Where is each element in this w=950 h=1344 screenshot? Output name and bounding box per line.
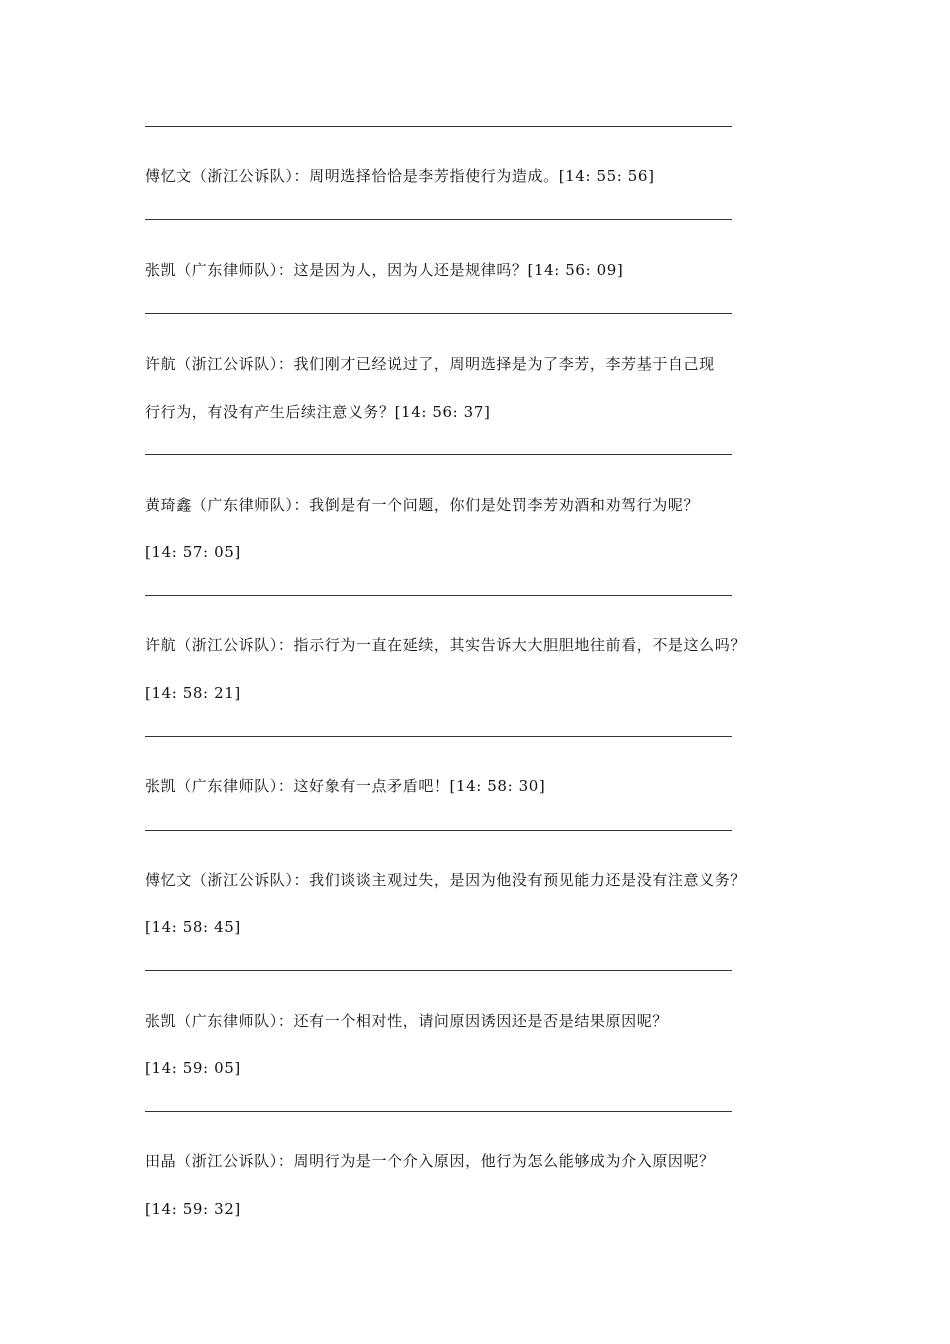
separator-line [145, 454, 732, 455]
speech-text: 我们谈谈主观过失，是因为他没有预见能力还是没有注意义务？ [309, 871, 746, 889]
speaker-label: 张凯（广东律师队）： [145, 261, 294, 279]
timestamp: [14: 58: 21] [145, 684, 241, 702]
speaker-label: 许航（浙江公诉队）： [145, 355, 294, 373]
speech-continuation: 行行为，有没有产生后续注意义务？[14: 56: 37] [145, 403, 491, 421]
transcript-entry-3 [145, 354, 715, 374]
transcript-entry-8 [145, 1011, 668, 1031]
speech-text: 我们刚才已经说过了，周明选择是为了李芳，李芳基于自己现 [293, 355, 715, 373]
timestamp: [14: 58: 45] [145, 918, 241, 936]
transcript-entry-6 [145, 776, 545, 796]
speech-text: 这是因为人，因为人还是规律吗？[14: 56: 09] [293, 261, 624, 279]
separator-line [145, 970, 732, 971]
separator-line [145, 736, 732, 737]
separator-line [145, 1111, 732, 1112]
speech-text: 还有一个相对性，请问原因诱因还是否是结果原因呢？ [293, 1012, 668, 1030]
speech-text: 这好象有一点矛盾吧！[14: 58: 30] [293, 777, 546, 795]
speaker-label: 张凯（广东律师队）： [145, 777, 294, 795]
timestamp: [14: 59: 05] [145, 1059, 241, 1077]
speaker-label: 张凯（广东律师队）： [145, 1012, 294, 1030]
separator-line [145, 830, 732, 831]
speech-text: 我倒是有一个问题，你们是处罚李芳劝酒和劝驾行为呢？ [309, 496, 700, 514]
timestamp: [14: 59: 32] [145, 1200, 241, 1218]
speaker-label: 田晶（浙江公诉队）： [145, 1152, 294, 1170]
speaker-label: 黄琦鑫（广东律师队）： [145, 496, 310, 514]
speech-text: 周明选择恰恰是李芳指使行为造成。[14: 55: 56] [309, 167, 655, 185]
speaker-label: 傅忆文（浙江公诉队）： [145, 167, 310, 185]
timestamp: [14: 57: 05] [145, 543, 241, 561]
transcript-entry-5 [145, 635, 746, 655]
separator-line [145, 595, 732, 596]
transcript-entry-9 [145, 1151, 715, 1171]
separator-line [145, 313, 732, 314]
speaker-label: 许航（浙江公诉队）： [145, 636, 294, 654]
transcript-entry-2 [145, 260, 623, 280]
speaker-label: 傅忆文（浙江公诉队）： [145, 871, 310, 889]
separator-line [145, 219, 732, 220]
transcript-entry-1 [145, 166, 655, 186]
transcript-entry-7 [145, 870, 746, 890]
speech-text: 周明行为是一个介入原因，他行为怎么能够成为介入原因呢？ [293, 1152, 715, 1170]
transcript-entry-4 [145, 495, 699, 515]
speech-text: 指示行为一直在延续，其实告诉大大胆胆地往前看，不是这么吗？ [293, 636, 746, 654]
separator-line [145, 126, 732, 127]
